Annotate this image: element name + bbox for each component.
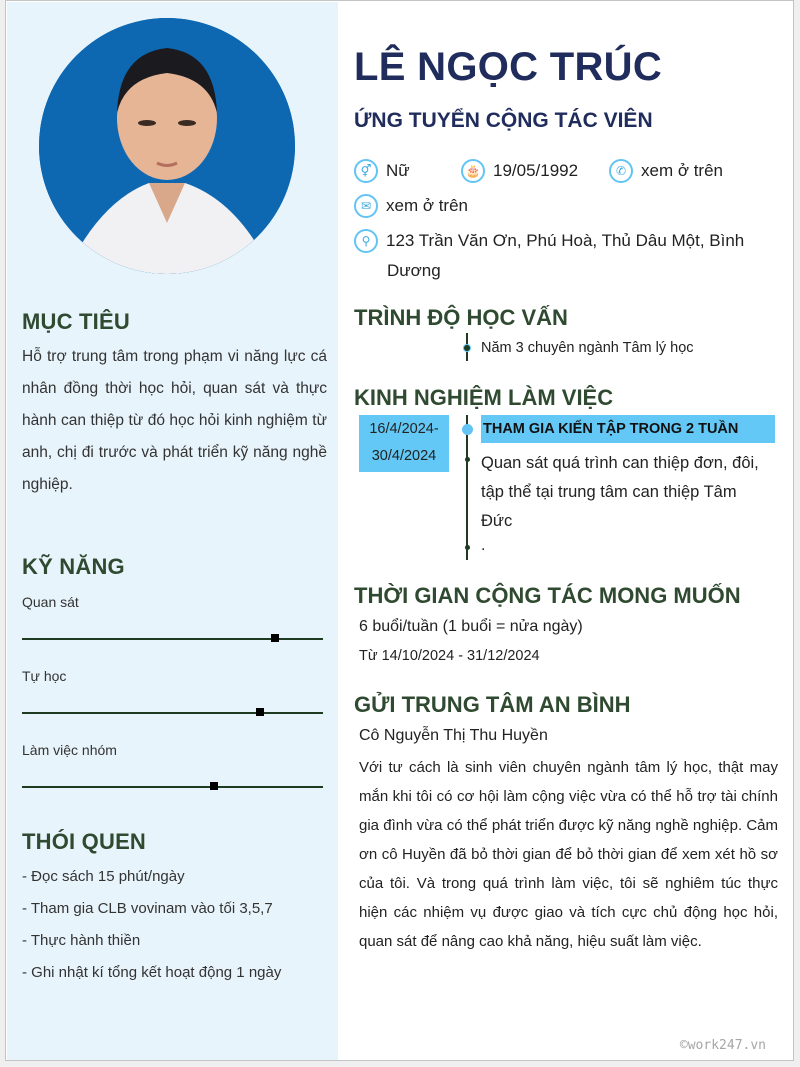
objective-text: Hỗ trợ trung tâm trong phạm vi năng lực cá nhân đồng thời học hỏi, quan sát và thực hành can thiệp từ đó học hỏi kinh nghiệm từ anh, chị đi trước và phát triển kỹ năng nghề nghiệp. xyxy=(22,348,327,493)
availability-line: 6 buổi/tuần (1 buổi = nửa ngày) xyxy=(359,618,583,635)
position-title: ỨNG TUYỂN CỘNG TÁC VIÊN xyxy=(354,109,653,132)
objective-title: MỤC TIÊU xyxy=(22,309,130,334)
timeline-dot xyxy=(463,344,471,352)
skill-label: Làm việc nhóm xyxy=(22,742,117,758)
portrait-photo xyxy=(39,18,295,274)
email-info xyxy=(354,194,468,218)
phone-icon: ✆ xyxy=(609,159,633,183)
habit-item: - Đọc sách 15 phút/ngày xyxy=(22,868,185,885)
birthday-info xyxy=(461,159,578,183)
gender-value: Nữ xyxy=(386,161,410,180)
skill-label: Quan sát xyxy=(22,594,79,610)
cake-icon: 🎂 xyxy=(461,159,485,183)
skill-bar-lam-viec-nhom xyxy=(22,786,323,788)
address-info xyxy=(354,229,744,253)
email-icon: ✉ xyxy=(354,194,378,218)
availability-line: Từ 14/10/2024 - 31/12/2024 xyxy=(359,648,540,664)
availability-title: THỜI GIAN CỘNG TÁC MONG MUỐN xyxy=(354,583,741,608)
experience-desc xyxy=(481,449,759,536)
experience-title: KINH NGHIỆM LÀM VIỆC xyxy=(354,385,614,410)
avatar xyxy=(39,18,295,274)
experience-desc-line: tập thể tại trung tâm can thiệp Tâm xyxy=(481,483,737,501)
email-value: xem ở trên xyxy=(386,196,469,215)
map-icon: ⚲ xyxy=(354,229,378,253)
cv-page xyxy=(5,0,794,1061)
skill-level-marker xyxy=(271,634,279,642)
letter-recipient: Cô Nguyễn Thị Thu Huyền xyxy=(359,727,548,744)
experience-date-box xyxy=(359,415,449,472)
phone-value: xem ở trên xyxy=(641,161,724,180)
experience-date-end: 30/4/2024 xyxy=(371,448,437,464)
education-item: Năm 3 chuyên ngành Tâm lý học xyxy=(481,340,694,356)
timeline-dot xyxy=(462,424,473,435)
habits-title: THÓI QUEN xyxy=(22,829,147,854)
birthday-value: 19/05/1992 xyxy=(493,161,579,180)
skill-level-marker xyxy=(210,782,218,790)
experience-extra: . xyxy=(481,537,486,554)
experience-heading: THAM GIA KIẾN TẬP TRONG 2 TUẦN xyxy=(483,421,739,437)
habit-item: - Thực hành thiền xyxy=(22,932,141,949)
habit-item: - Tham gia CLB vovinam vào tối 3,5,7 xyxy=(22,900,273,917)
gender-info xyxy=(354,159,410,183)
skill-bar-quan-sat xyxy=(22,638,323,640)
gender-icon: ⚥ xyxy=(354,159,378,183)
experience-date-start: 16/4/2024- xyxy=(369,421,439,437)
education-title: TRÌNH ĐỘ HỌC VẤN xyxy=(354,305,568,330)
skill-bar-tu-hoc xyxy=(22,712,323,714)
address-value: 123 Trần Văn Ơn, Phú Hoà, Thủ Dâu Một, Bình xyxy=(386,231,745,250)
phone-info xyxy=(609,159,723,183)
skill-level-marker xyxy=(256,708,264,716)
experience-timeline-line xyxy=(466,415,468,560)
timeline-bullet xyxy=(465,457,470,462)
experience-desc-line: Đức xyxy=(481,512,513,530)
address-line2: Dương xyxy=(387,261,441,280)
experience-desc-line: Quan sát quá trình can thiệp đơn, đôi, xyxy=(481,454,759,472)
habit-item: - Ghi nhật kí tổng kết hoạt động 1 ngày xyxy=(22,964,282,981)
letter-body: Với tư cách là sinh viên chuyên ngành tâm lý học, thật may mắn khi tôi có cơ hội làm cộng việc vừa có thể hỗ trợ tài chính gia đình vừa có thể phát triển được kỹ năng nghề nghiệp. Cảm ơn cô Huyền đã bỏ thời gian để bỏ thời gian để xem xét hồ sơ của tôi. Và trong quá trình làm việc, tôi sẽ nghiêm túc thực hiện các nhiệm vụ được giao và tích cực chủ động học hỏi, quan sát để nâng cao khả năng, hiệu suất làm việc. xyxy=(359,759,778,950)
skill-label: Tự học xyxy=(22,668,67,684)
skills-title: KỸ NĂNG xyxy=(22,554,125,579)
letter-title: GỬI TRUNG TÂM AN BÌNH xyxy=(354,692,631,717)
watermark: ©work247.vn xyxy=(679,1038,766,1053)
timeline-bullet xyxy=(465,545,470,550)
candidate-name: LÊ NGỌC TRÚC xyxy=(354,45,663,89)
experience-heading-bar xyxy=(481,415,775,443)
sidebar xyxy=(7,2,338,1060)
